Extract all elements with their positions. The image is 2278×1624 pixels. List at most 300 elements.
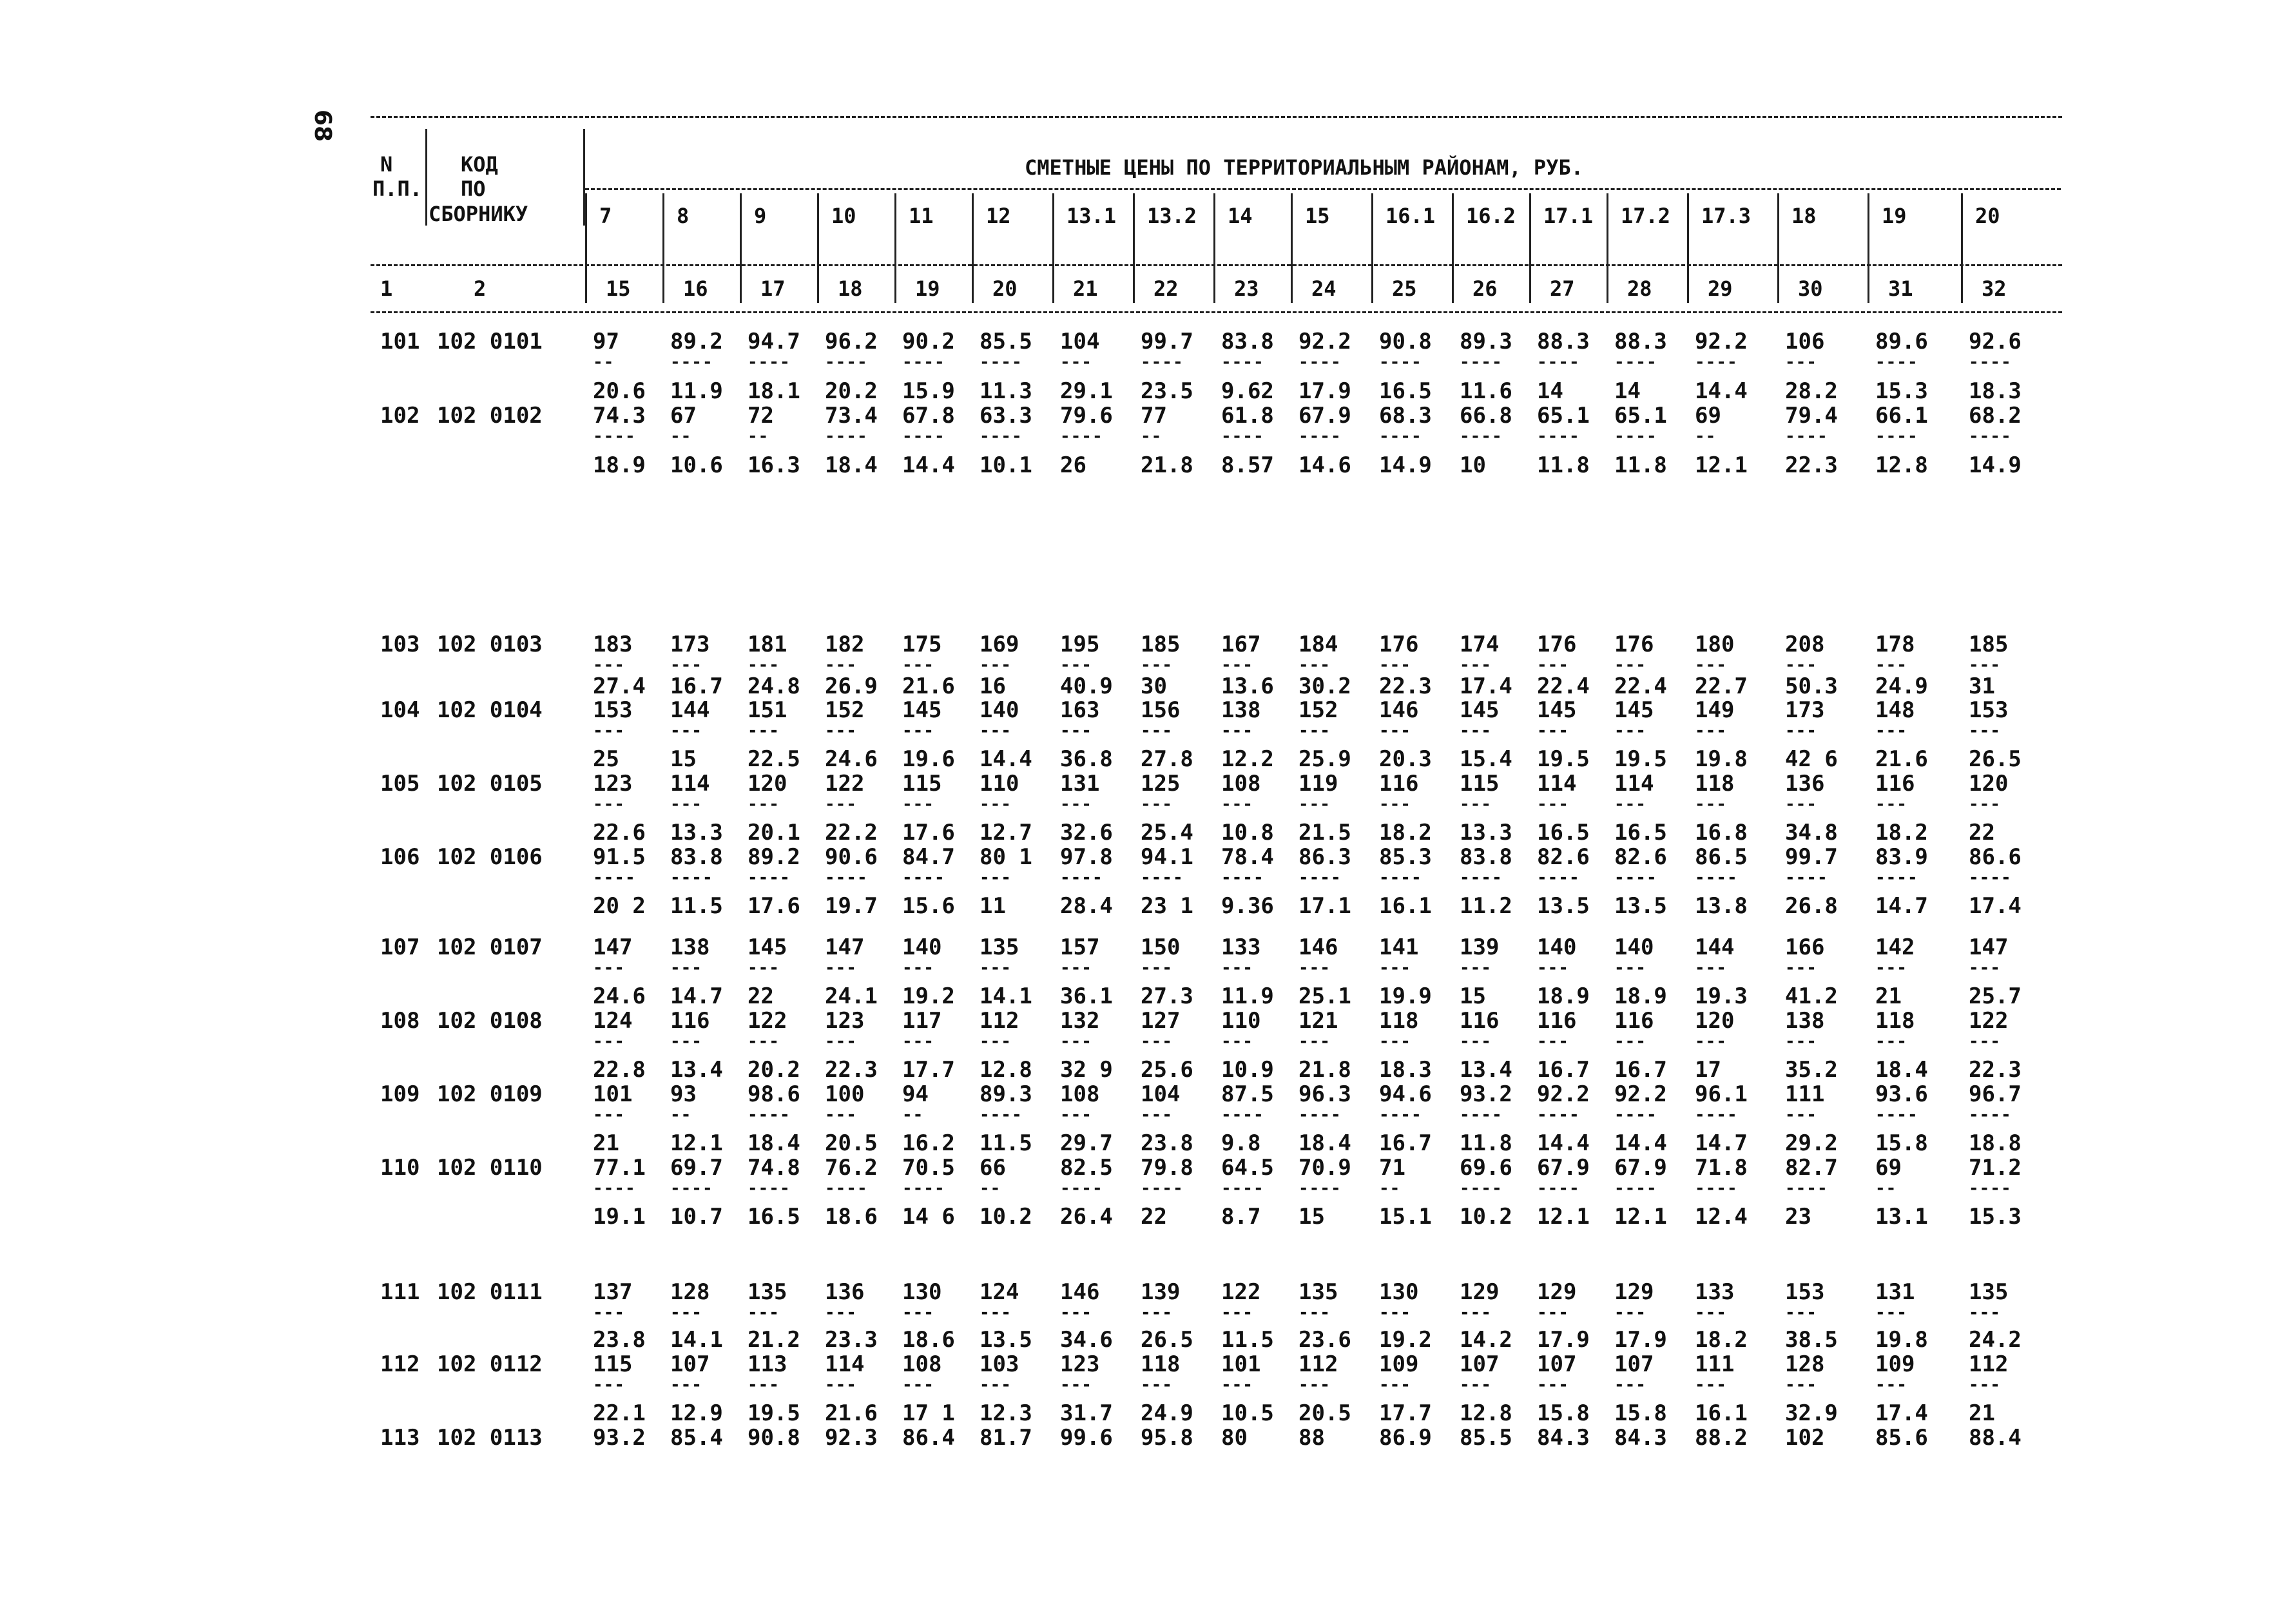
price-cell: 31.7 xyxy=(1060,1400,1113,1426)
fraction-separator: --- xyxy=(1460,1032,1492,1051)
fraction-separator: --- xyxy=(670,1375,702,1395)
price-cell: 124 xyxy=(593,1008,633,1034)
fraction-separator: --- xyxy=(980,1303,1012,1322)
fraction-separator: --- xyxy=(1614,1303,1646,1322)
fraction-separator: --- xyxy=(1695,1375,1727,1395)
price-cell: 108 xyxy=(1221,771,1261,797)
fraction-separator: --- xyxy=(1614,1375,1646,1395)
price-cell: 17.9 xyxy=(1298,378,1351,404)
price-cell: 68.2 xyxy=(1969,403,2022,429)
fraction-separator: ---- xyxy=(1969,868,2012,887)
price-cell: 23.8 xyxy=(1141,1130,1193,1156)
price-cell: 19.8 xyxy=(1875,1327,1928,1353)
price-cell: 183 xyxy=(593,632,633,657)
fraction-separator: --- xyxy=(902,655,934,675)
row-code: 102 0102 xyxy=(437,403,543,429)
price-cell: 16 xyxy=(980,673,1006,699)
price-cell: 16.7 xyxy=(1379,1130,1432,1156)
price-cell: 16.2 xyxy=(902,1130,955,1156)
price-cell: 150 xyxy=(1141,934,1181,960)
header-title: СМЕТНЫЕ ЦЕНЫ ПО ТЕРРИТОРИАЛЬНЫМ РАЙОНАМ, РУБ. xyxy=(1025,155,1583,180)
header-n-label: N xyxy=(380,152,393,177)
fraction-separator: --- xyxy=(593,655,625,675)
fraction-separator: --- xyxy=(1537,655,1569,675)
column-number: 32 xyxy=(1982,276,2007,301)
fraction-separator: --- xyxy=(1221,795,1253,814)
row-number: 102 xyxy=(380,403,420,429)
fraction-separator: --- xyxy=(1614,795,1646,814)
price-cell: 32.9 xyxy=(1785,1400,1838,1426)
header-top-rule xyxy=(371,116,2062,118)
price-cell: 104 xyxy=(1060,329,1100,354)
price-cell: 136 xyxy=(825,1279,865,1305)
header-bottom-rule xyxy=(371,311,2062,313)
fraction-separator: ---- xyxy=(1379,868,1422,887)
price-cell: 95.8 xyxy=(1141,1425,1193,1451)
fraction-separator: ---- xyxy=(1221,427,1264,446)
price-cell: 92.3 xyxy=(825,1425,878,1451)
price-cell: 174 xyxy=(1460,632,1500,657)
price-cell: 81.7 xyxy=(980,1425,1032,1451)
price-cell: 11.3 xyxy=(980,378,1032,404)
price-cell: 69 xyxy=(1875,1155,1902,1181)
price-cell: 144 xyxy=(670,697,710,723)
fraction-separator: ---- xyxy=(1695,1179,1738,1198)
fraction-separator: ---- xyxy=(1614,1105,1657,1125)
price-cell: 112 xyxy=(1969,1351,2009,1377)
fraction-separator: --- xyxy=(1875,721,1907,740)
row-number: 108 xyxy=(380,1008,420,1034)
price-cell: 71 xyxy=(1379,1155,1405,1181)
fraction-separator: ---- xyxy=(1969,1179,2012,1198)
price-cell: 18.4 xyxy=(825,452,878,478)
price-cell: 14 xyxy=(1537,378,1563,404)
price-cell: 130 xyxy=(1379,1279,1419,1305)
fraction-separator: --- xyxy=(1060,655,1092,675)
price-cell: 113 xyxy=(748,1351,787,1377)
price-cell: 173 xyxy=(1785,697,1825,723)
fraction-separator: --- xyxy=(1221,1303,1253,1322)
fraction-separator: -- xyxy=(670,427,692,446)
price-cell: 148 xyxy=(1875,697,1915,723)
fraction-separator: ---- xyxy=(1460,427,1503,446)
price-cell: 128 xyxy=(670,1279,710,1305)
column-number: 18 xyxy=(838,276,863,301)
price-cell: 94 xyxy=(902,1081,929,1107)
price-cell: 11.6 xyxy=(1460,378,1512,404)
price-cell: 176 xyxy=(1614,632,1654,657)
price-cell: 131 xyxy=(1875,1279,1915,1305)
price-cell: 94.6 xyxy=(1379,1081,1432,1107)
fraction-separator: ---- xyxy=(1695,868,1738,887)
fraction-separator: --- xyxy=(1141,1105,1173,1125)
fraction-separator: ---- xyxy=(1614,427,1657,446)
row-number: 105 xyxy=(380,771,420,797)
price-cell: 89.6 xyxy=(1875,329,1928,354)
price-cell: 16.5 xyxy=(748,1204,800,1230)
region-header: 13.2 xyxy=(1147,204,1197,228)
price-cell: 83.8 xyxy=(1460,844,1512,870)
price-cell: 139 xyxy=(1141,1279,1181,1305)
price-cell: 77.1 xyxy=(593,1155,646,1181)
price-cell: 15.8 xyxy=(1537,1400,1590,1426)
price-cell: 28.4 xyxy=(1060,893,1113,919)
price-cell: 25.7 xyxy=(1969,983,2022,1009)
price-cell: 29.7 xyxy=(1060,1130,1113,1156)
fraction-separator: ---- xyxy=(670,868,713,887)
row-number: 109 xyxy=(380,1081,420,1107)
price-cell: 15 xyxy=(670,746,697,772)
fraction-separator: --- xyxy=(1537,1032,1569,1051)
price-cell: 115 xyxy=(593,1351,633,1377)
price-cell: 20 2 xyxy=(593,893,646,919)
price-cell: 19.3 xyxy=(1695,983,1748,1009)
fraction-separator: ---- xyxy=(1614,868,1657,887)
row-number: 112 xyxy=(380,1351,420,1377)
price-cell: 17.6 xyxy=(748,893,800,919)
price-cell: 73.4 xyxy=(825,403,878,429)
price-cell: 25 xyxy=(593,746,619,772)
price-cell: 31 xyxy=(1969,673,1995,699)
price-cell: 152 xyxy=(1298,697,1338,723)
fraction-separator: --- xyxy=(825,655,857,675)
price-cell: 16.8 xyxy=(1695,820,1748,846)
fraction-separator: -- xyxy=(1875,1179,1897,1198)
fraction-separator: --- xyxy=(902,721,934,740)
price-cell: 12.8 xyxy=(1460,1400,1512,1426)
fraction-separator: ---- xyxy=(980,427,1023,446)
price-cell: 36.1 xyxy=(1060,983,1113,1009)
price-cell: 41.2 xyxy=(1785,983,1838,1009)
price-cell: 19.8 xyxy=(1695,746,1748,772)
fraction-separator: --- xyxy=(1537,721,1569,740)
price-cell: 156 xyxy=(1141,697,1181,723)
price-cell: 101 xyxy=(593,1081,633,1107)
fraction-separator: -- xyxy=(1141,427,1163,446)
region-header: 13.1 xyxy=(1067,204,1117,228)
price-cell: 29.2 xyxy=(1785,1130,1838,1156)
fraction-separator: --- xyxy=(1875,958,1907,978)
price-cell: 153 xyxy=(593,697,633,723)
price-cell: 18.2 xyxy=(1695,1327,1748,1353)
price-cell: 15.6 xyxy=(902,893,955,919)
price-cell: 12.2 xyxy=(1221,746,1274,772)
fraction-separator: --- xyxy=(980,1032,1012,1051)
price-cell: 176 xyxy=(1379,632,1419,657)
fraction-separator: ---- xyxy=(902,1179,945,1198)
price-cell: 16.1 xyxy=(1379,893,1432,919)
fraction-separator: --- xyxy=(1060,721,1092,740)
region-header: 9 xyxy=(754,204,767,228)
fraction-separator: --- xyxy=(748,1303,780,1322)
price-cell: 15.9 xyxy=(902,378,955,404)
fraction-separator: ---- xyxy=(1298,1179,1342,1198)
fraction-separator: ---- xyxy=(1141,1179,1184,1198)
price-cell: 166 xyxy=(1785,934,1825,960)
price-cell: 69 xyxy=(1695,403,1721,429)
price-cell: 19.5 xyxy=(1537,746,1590,772)
price-cell: 85.6 xyxy=(1875,1425,1928,1451)
price-cell: 82.6 xyxy=(1614,844,1667,870)
column-number: 28 xyxy=(1627,276,1652,301)
fraction-separator: ---- xyxy=(1614,353,1657,372)
price-cell: 22.3 xyxy=(1379,673,1432,699)
price-cell: 96.3 xyxy=(1298,1081,1351,1107)
region-header: 10 xyxy=(831,204,856,228)
price-cell: 120 xyxy=(1969,771,2009,797)
price-cell: 80 xyxy=(1221,1425,1248,1451)
price-cell: 88.2 xyxy=(1695,1425,1748,1451)
column-divider xyxy=(1961,193,1963,303)
fraction-separator: ---- xyxy=(825,868,868,887)
price-cell: 135 xyxy=(1298,1279,1338,1305)
price-cell: 65.1 xyxy=(1614,403,1667,429)
price-cell: 67.9 xyxy=(1537,1155,1590,1181)
price-cell: 86.5 xyxy=(1695,844,1748,870)
price-cell: 66 xyxy=(980,1155,1006,1181)
price-cell: 90.8 xyxy=(748,1425,800,1451)
column-number: 30 xyxy=(1798,276,1823,301)
price-cell: 175 xyxy=(902,632,942,657)
fraction-separator: ---- xyxy=(1537,868,1580,887)
price-cell: 17 xyxy=(1695,1057,1721,1083)
price-cell: 11.8 xyxy=(1537,452,1590,478)
price-cell: 114 xyxy=(1614,771,1654,797)
fraction-separator: -- xyxy=(593,353,615,372)
fraction-separator: --- xyxy=(593,795,625,814)
fraction-separator: ---- xyxy=(748,1179,791,1198)
price-cell: 122 xyxy=(825,771,865,797)
price-cell: 181 xyxy=(748,632,787,657)
price-cell: 142 xyxy=(1875,934,1915,960)
price-cell: 18.9 xyxy=(593,452,646,478)
price-cell: 61.8 xyxy=(1221,403,1274,429)
price-cell: 17 1 xyxy=(902,1400,955,1426)
column-divider xyxy=(1133,193,1135,303)
fraction-separator: ---- xyxy=(1614,1179,1657,1198)
fraction-separator: --- xyxy=(1695,721,1727,740)
column-number: 24 xyxy=(1311,276,1337,301)
price-cell: 89.3 xyxy=(1460,329,1512,354)
price-cell: 70.5 xyxy=(902,1155,955,1181)
column-divider xyxy=(1452,193,1454,303)
price-cell: 82.6 xyxy=(1537,844,1590,870)
price-cell: 74.3 xyxy=(593,403,646,429)
row-code: 102 0113 xyxy=(437,1425,543,1451)
price-cell: 111 xyxy=(1695,1351,1735,1377)
fraction-separator: ---- xyxy=(1537,1105,1580,1125)
price-cell: 11.5 xyxy=(980,1130,1032,1156)
fraction-separator: ---- xyxy=(980,1105,1023,1125)
price-cell: 107 xyxy=(1460,1351,1500,1377)
price-cell: 15 xyxy=(1460,983,1486,1009)
price-cell: 22.4 xyxy=(1537,673,1590,699)
price-cell: 96.7 xyxy=(1969,1081,2022,1107)
price-cell: 146 xyxy=(1379,697,1419,723)
price-cell: 11.2 xyxy=(1460,893,1512,919)
price-cell: 71.8 xyxy=(1695,1155,1748,1181)
price-cell: 108 xyxy=(1060,1081,1100,1107)
price-cell: 12.3 xyxy=(980,1400,1032,1426)
price-cell: 26.9 xyxy=(825,673,878,699)
fraction-separator: --- xyxy=(980,795,1012,814)
column-number: 17 xyxy=(760,276,786,301)
price-cell: 13.5 xyxy=(1614,893,1667,919)
fraction-separator: --- xyxy=(670,655,702,675)
price-cell: 86.4 xyxy=(902,1425,955,1451)
price-cell: 88.3 xyxy=(1614,329,1667,354)
fraction-separator: --- xyxy=(670,1032,702,1051)
price-cell: 14.9 xyxy=(1969,452,2022,478)
price-cell: 72 xyxy=(748,403,774,429)
price-cell: 110 xyxy=(980,771,1019,797)
fraction-separator: ---- xyxy=(1298,353,1342,372)
fraction-separator: --- xyxy=(980,721,1012,740)
price-cell: 32.6 xyxy=(1060,820,1113,846)
price-cell: 22 xyxy=(1969,820,1995,846)
price-cell: 84.7 xyxy=(902,844,955,870)
column-divider xyxy=(1213,193,1215,303)
fraction-separator: --- xyxy=(825,795,857,814)
fraction-separator: --- xyxy=(1379,958,1411,978)
region-header: 16.2 xyxy=(1466,204,1516,228)
price-cell: 9.8 xyxy=(1221,1130,1261,1156)
fraction-separator: ---- xyxy=(1141,353,1184,372)
fraction-separator: --- xyxy=(1141,958,1173,978)
row-code: 102 0103 xyxy=(437,632,543,657)
fraction-separator: --- xyxy=(1785,958,1817,978)
price-cell: 94.1 xyxy=(1141,844,1193,870)
price-cell: 169 xyxy=(980,632,1019,657)
fraction-separator: ---- xyxy=(1221,353,1264,372)
price-cell: 85.5 xyxy=(1460,1425,1512,1451)
price-cell: 133 xyxy=(1221,934,1261,960)
price-cell: 18.3 xyxy=(1379,1057,1432,1083)
price-cell: 26.8 xyxy=(1785,893,1838,919)
price-cell: 24.1 xyxy=(825,983,878,1009)
price-cell: 90.8 xyxy=(1379,329,1432,354)
price-cell: 14.7 xyxy=(1875,893,1928,919)
row-number: 101 xyxy=(380,329,420,354)
price-cell: 25.6 xyxy=(1141,1057,1193,1083)
price-cell: 14.4 xyxy=(980,746,1032,772)
price-cell: 96.2 xyxy=(825,329,878,354)
price-cell: 21.5 xyxy=(1298,820,1351,846)
price-cell: 117 xyxy=(902,1008,942,1034)
fraction-separator: --- xyxy=(1298,1303,1331,1322)
fraction-separator: ---- xyxy=(1221,1179,1264,1198)
price-cell: 115 xyxy=(1460,771,1500,797)
price-cell: 22.5 xyxy=(748,746,800,772)
price-cell: 74.8 xyxy=(748,1155,800,1181)
fraction-separator: ---- xyxy=(593,1179,636,1198)
fraction-separator: --- xyxy=(593,1303,625,1322)
row-number: 104 xyxy=(380,697,420,723)
price-cell: 76.2 xyxy=(825,1155,878,1181)
price-cell: 208 xyxy=(1785,632,1825,657)
fraction-separator: --- xyxy=(902,795,934,814)
price-cell: 19.5 xyxy=(1614,746,1667,772)
fraction-separator: ---- xyxy=(1298,868,1342,887)
price-cell: 109 xyxy=(1379,1351,1419,1377)
price-cell: 16.5 xyxy=(1537,820,1590,846)
row-code: 102 0111 xyxy=(437,1279,543,1305)
price-cell: 18.4 xyxy=(748,1130,800,1156)
price-cell: 26 xyxy=(1060,452,1086,478)
price-cell: 185 xyxy=(1969,632,2009,657)
fraction-separator: --- xyxy=(1537,1303,1569,1322)
fraction-separator: --- xyxy=(1141,795,1173,814)
fraction-separator: ---- xyxy=(1695,353,1738,372)
region-header: 18 xyxy=(1791,204,1817,228)
column-number: 23 xyxy=(1234,276,1259,301)
price-cell: 127 xyxy=(1141,1008,1181,1034)
price-cell: 136 xyxy=(1785,771,1825,797)
fraction-separator: --- xyxy=(1695,795,1727,814)
price-cell: 18.6 xyxy=(902,1327,955,1353)
price-cell: 152 xyxy=(825,697,865,723)
price-cell: 20.1 xyxy=(748,820,800,846)
price-cell: 108 xyxy=(902,1351,942,1377)
price-cell: 92.2 xyxy=(1298,329,1351,354)
price-cell: 128 xyxy=(1785,1351,1825,1377)
price-cell: 139 xyxy=(1460,934,1500,960)
price-cell: 86.3 xyxy=(1298,844,1351,870)
fraction-separator: ---- xyxy=(825,1179,868,1198)
price-cell: 182 xyxy=(825,632,865,657)
price-cell: 92.2 xyxy=(1614,1081,1667,1107)
price-cell: 80 1 xyxy=(980,844,1032,870)
price-cell: 12.4 xyxy=(1695,1204,1748,1230)
region-header: 7 xyxy=(599,204,612,228)
row-code: 102 0106 xyxy=(437,844,543,870)
fraction-separator: --- xyxy=(1537,1375,1569,1395)
fraction-separator: ---- xyxy=(1875,353,1918,372)
price-cell: 10.6 xyxy=(670,452,723,478)
column-number: 21 xyxy=(1073,276,1098,301)
price-cell: 178 xyxy=(1875,632,1915,657)
column-number: 25 xyxy=(1392,276,1417,301)
fraction-separator: --- xyxy=(902,1375,934,1395)
fraction-separator: --- xyxy=(1060,958,1092,978)
region-header: 17.3 xyxy=(1701,204,1752,228)
price-cell: 96.1 xyxy=(1695,1081,1748,1107)
price-cell: 163 xyxy=(1060,697,1100,723)
price-cell: 21 xyxy=(593,1130,619,1156)
row-code: 102 0109 xyxy=(437,1081,543,1107)
price-cell: 14.1 xyxy=(980,983,1032,1009)
column-divider xyxy=(1529,193,1531,303)
price-cell: 119 xyxy=(1298,771,1338,797)
price-cell: 24.8 xyxy=(748,673,800,699)
price-cell: 18.4 xyxy=(1875,1057,1928,1083)
price-cell: 22.1 xyxy=(593,1400,646,1426)
price-cell: 68.3 xyxy=(1379,403,1432,429)
price-cell: 94.7 xyxy=(748,329,800,354)
price-cell: 92.6 xyxy=(1969,329,2022,354)
region-header: 19 xyxy=(1882,204,1907,228)
price-cell: 116 xyxy=(1614,1008,1654,1034)
price-cell: 65.1 xyxy=(1537,403,1590,429)
price-cell: 146 xyxy=(1060,1279,1100,1305)
fraction-separator: ---- xyxy=(1785,1179,1828,1198)
price-cell: 130 xyxy=(902,1279,942,1305)
price-cell: 122 xyxy=(1221,1279,1261,1305)
region-header: 12 xyxy=(986,204,1011,228)
fraction-separator: ---- xyxy=(1537,427,1580,446)
fraction-separator: --- xyxy=(980,868,1012,887)
price-cell: 11.9 xyxy=(1221,983,1274,1009)
